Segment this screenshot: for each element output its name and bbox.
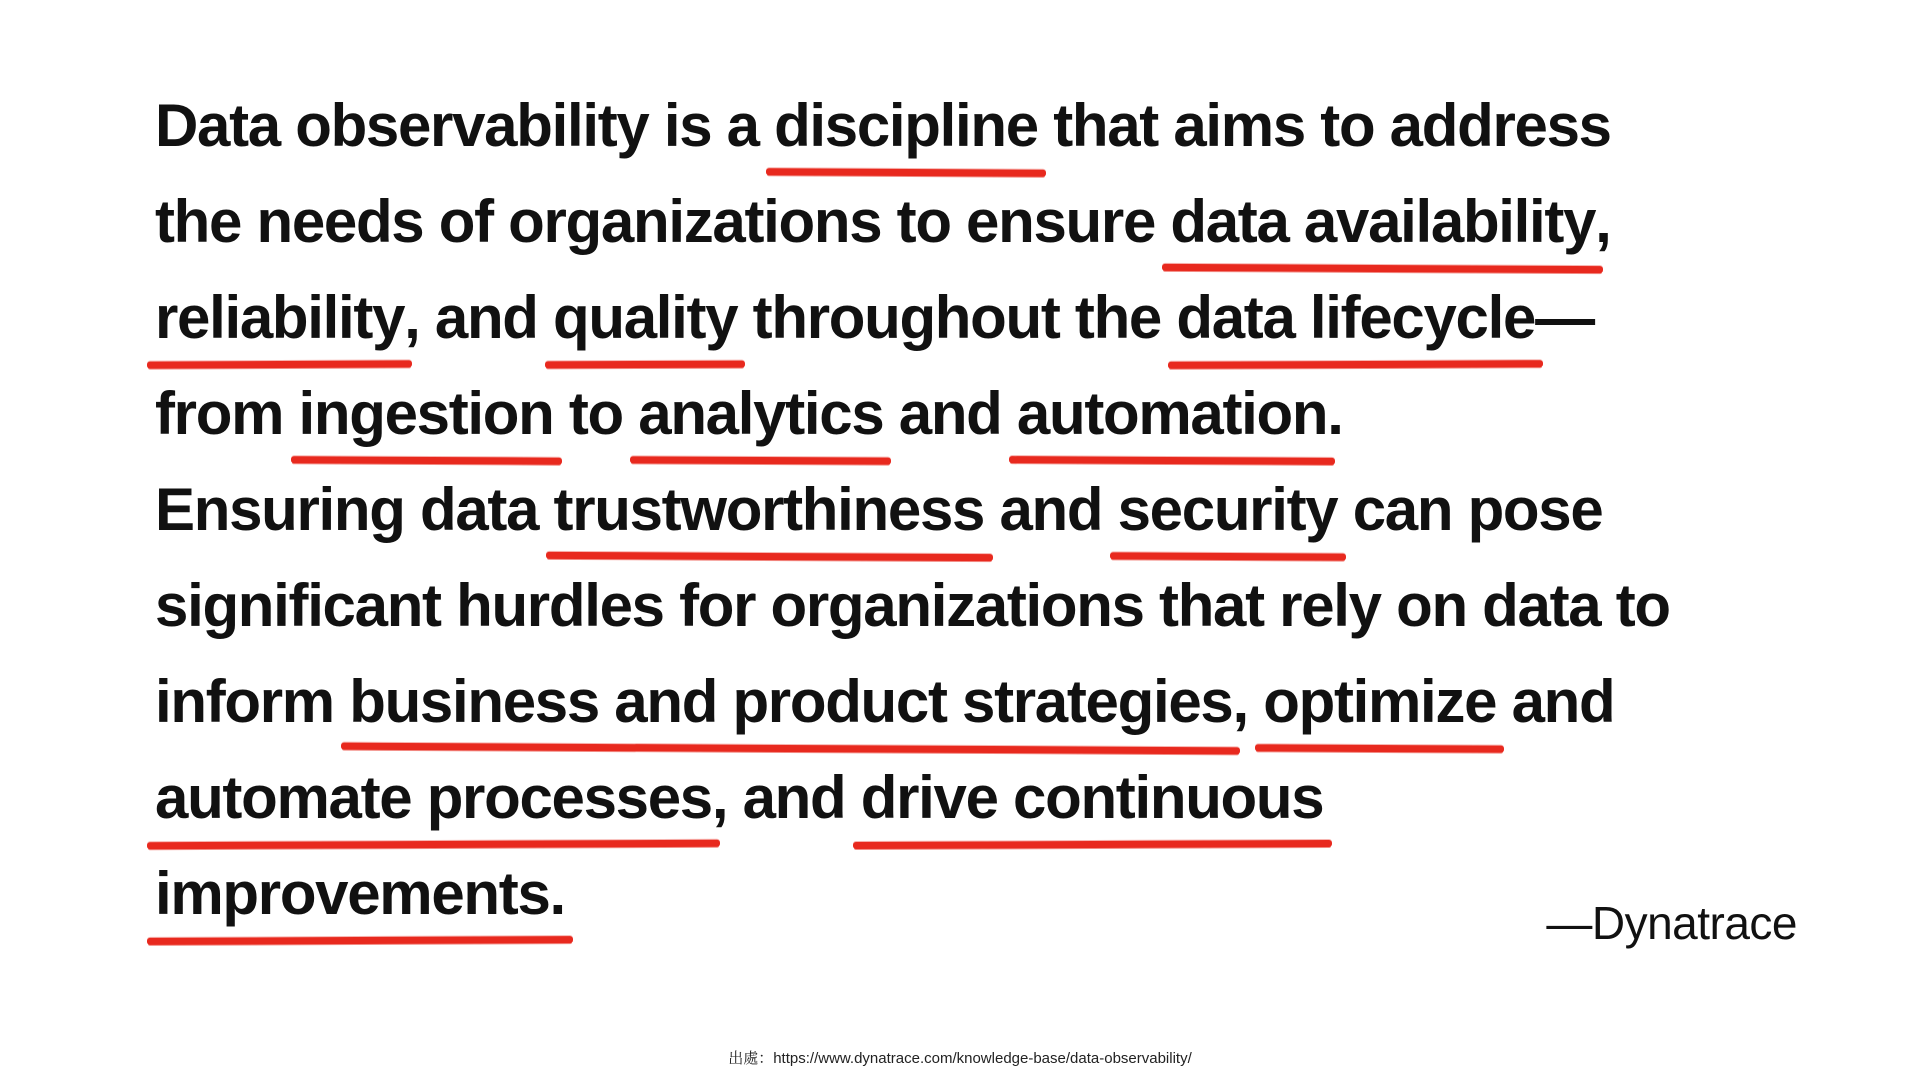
quote-line	[155, 462, 1815, 558]
underlined-phrase: analytics	[638, 366, 883, 462]
quote-segment: that aims to address	[1037, 92, 1611, 159]
underlined-phrase: automation	[1017, 366, 1327, 462]
quote-line	[155, 78, 1815, 174]
underlined-phrase: discipline	[774, 78, 1038, 174]
quote-line	[155, 750, 1815, 846]
quote-segment: Data observability is a	[155, 92, 775, 159]
quote-segment: ,	[1595, 188, 1611, 255]
quote-line	[155, 174, 1815, 270]
underlined-phrase: data lifecycle	[1176, 270, 1535, 366]
underlined-phrase: drive continuous	[861, 750, 1324, 846]
quote-line	[155, 270, 1815, 366]
quote-text	[155, 78, 1815, 942]
quote-segment: ,	[1232, 668, 1264, 735]
underlined-phrase: data availability	[1170, 174, 1595, 270]
quote-segment: .	[1327, 380, 1343, 447]
quote-segment: and	[1496, 668, 1615, 735]
quote-segment: , and	[404, 284, 554, 351]
quote-segment: inform	[155, 668, 350, 735]
quote-line	[155, 654, 1815, 750]
quote-segment: from	[155, 380, 299, 447]
source-citation: 出處：https://www.dynatrace.com/knowledge-base/data-observability/	[728, 1050, 1192, 1067]
quote-segment: can pose	[1337, 476, 1603, 543]
quote-segment: the needs of organizations to ensure	[155, 188, 1171, 255]
quote-segment: and	[883, 380, 1017, 447]
quote-segment: significant hurdles for organizations that rely on data to	[155, 572, 1670, 639]
underlined-phrase: optimize	[1263, 654, 1496, 750]
quote-segment: to	[553, 380, 639, 447]
quote-segment: , and	[711, 764, 861, 831]
quote-segment: and	[984, 476, 1118, 543]
underlined-phrase: trustworthiness	[554, 462, 985, 558]
underlined-phrase: quality	[553, 270, 737, 366]
attribution: —Dynatrace	[1546, 897, 1797, 949]
underlined-phrase: reliability	[155, 270, 404, 366]
underlined-phrase: business and product strategies	[349, 654, 1232, 750]
underlined-phrase: improvements.	[155, 846, 565, 942]
quote-line	[155, 558, 1815, 654]
quote-segment: —	[1535, 284, 1594, 351]
underlined-phrase: security	[1118, 462, 1338, 558]
underlined-phrase: automate processes	[155, 750, 712, 846]
quote-segment: throughout the	[737, 284, 1177, 351]
underlined-phrase: ingestion	[299, 366, 554, 462]
quote-segment: Ensuring data	[155, 476, 554, 543]
quote-line	[155, 366, 1815, 462]
